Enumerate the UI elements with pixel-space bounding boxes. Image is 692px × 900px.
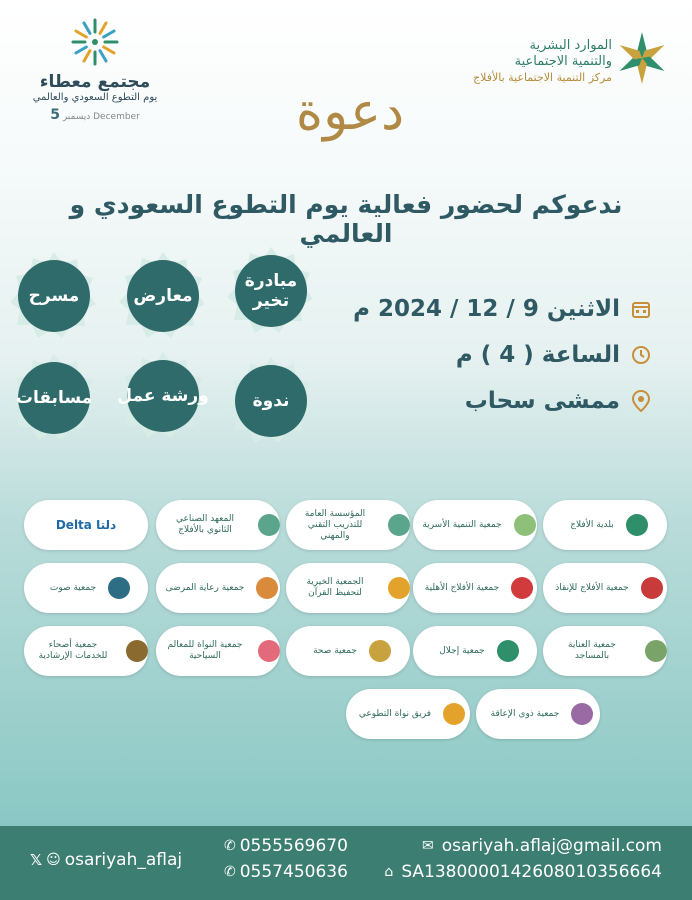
ministry-line3: مركز التنمية الاجتماعية بالأفلاج [473,71,612,84]
badge-competitions-label: مسابقات [15,388,93,408]
partner-name: المؤسسة العامة للتدريب التقني والمهني [304,508,366,541]
info-location [465,388,652,414]
partner-name: جمعية أصحاء للخدمات الإرشادية [38,640,108,661]
partner-logo [476,689,600,739]
partner-logo [346,689,470,739]
partner-logo [156,563,280,613]
location-pin-icon [630,390,652,412]
ministry-star-icon [614,28,670,90]
sunburst-icon [65,14,125,66]
partner-name: جمعية إجلال [439,645,485,656]
partner-logo [286,500,410,550]
partner-emblem-icon [645,640,667,662]
badge-exhibitions-label: معارض [133,286,193,306]
phone-icon: ✆ [224,838,236,854]
badge-theater-label: مسرح [28,286,80,306]
partner-name: جمعية العناية بالمساجد [568,640,616,661]
ministry-line1: الموارد البشرية [529,38,612,53]
partner-logo [413,500,537,550]
phone-icon: ✆ [224,864,236,880]
partner-logo [413,626,537,676]
partner-name: جمعية ذوي الإعاقة [490,708,560,719]
partner-emblem-icon [369,640,391,662]
footer-phone2-text[interactable]: 0557450636 [239,862,348,882]
partner-name: دلتا Delta [55,517,117,532]
partner-name: الجمعية الخيرية لتحفيظ القرآن [306,577,364,598]
partner-name: جمعية الأفلاج الأهلية [424,582,500,593]
badge-workshop-label: ورشة عمل [117,386,209,406]
event-logo-subtitle: يوم التطوع السعودي والعالمي [32,92,158,103]
info-date [353,296,652,322]
footer [0,826,692,900]
info-location-text: ممشى سحاب [464,388,620,414]
x-icon: 𝕏 [30,851,43,869]
info-time-text: الساعة ( 4 ) م [455,342,620,368]
partner-emblem-icon [258,640,280,662]
partner-logo [543,626,667,676]
footer-email-text[interactable]: osariyah.aflaj@gmail.com [441,836,662,856]
bank-icon: ⌂ [384,864,394,880]
partner-emblem-icon [511,577,533,599]
partner-name: فريق نواة التطوعي [358,708,432,719]
envelope-icon: ✉ [422,838,434,854]
partner-name: بلدية الأفلاج [570,519,614,530]
partner-name: جمعية صحة [313,645,357,656]
event-date-ar: ديسمبر [62,112,91,122]
partner-logo [286,563,410,613]
partner-emblem-icon [256,577,278,599]
badge-initiative [225,245,317,337]
footer-social-text[interactable]: osariyah_aflaj [64,850,183,870]
partner-emblem-icon [388,577,410,599]
badge-initiative-label: مبادرة تخير [244,271,298,311]
partner-emblem-icon [571,703,593,725]
footer-phone2[interactable] [224,862,348,882]
partner-logo [156,500,280,550]
partner-logo [286,626,410,676]
footer-social[interactable] [30,850,182,870]
partner-emblem-icon [641,577,663,599]
snapchat-icon: ☺ [46,852,61,868]
partner-emblem-icon [514,514,536,536]
partner-name: المعهد الصناعي الثانوي بالأفلاج [176,514,234,535]
partner-logo [24,500,148,550]
footer-phone1[interactable] [224,836,348,856]
footer-iban [384,862,662,882]
ministry-line2: والتنمية الاجتماعية [514,54,612,69]
partner-logo [156,626,280,676]
partner-emblem-icon [258,514,280,536]
calendar-icon [630,298,652,320]
partner-name: جمعية النواة للمعالم السياحية [167,640,243,661]
info-date-text: الاثنين 9 / 12 / 2024 م [353,296,620,322]
partner-emblem-icon [626,514,648,536]
partner-name: جمعية رعاية المرضى [165,582,245,593]
partner-logo [413,563,537,613]
invitation-heading: دعوة [295,82,405,142]
event-logo [30,14,160,124]
partner-emblem-icon [443,703,465,725]
partner-emblem-icon [497,640,519,662]
clock-icon [630,344,652,366]
event-date-en: December [93,112,140,122]
invitation-subheading: ندعوكم لحضور فعالية يوم التطوع السعودي و العالمي [69,190,623,248]
info-time [456,342,652,368]
event-logo-date [30,107,160,123]
badge-theater [8,250,100,342]
partner-name: جمعية التنمية الأسرية [422,519,502,530]
event-logo-title: مجتمع معطاء [39,72,151,92]
partner-logo [543,563,667,613]
partner-emblem-icon [388,514,410,536]
badge-seminar [225,355,317,447]
badge-seminar-label: ندوة [252,391,290,411]
partner-name: جمعية صوت [49,582,97,593]
partner-logo [24,626,148,676]
partner-emblem-icon [126,640,148,662]
badge-workshop [117,350,209,442]
badge-competitions [8,352,100,444]
event-date-num: 5 [50,107,60,123]
partner-logo [24,563,148,613]
footer-iban-text: SA1380000142608010356664 [401,862,662,882]
partner-name: جمعية الأفلاج للإنقاذ [555,582,629,593]
partner-logo [543,500,667,550]
footer-phone1-text[interactable]: 0555569670 [239,836,348,856]
footer-email[interactable] [422,836,662,856]
partner-emblem-icon [108,577,130,599]
badge-exhibitions [117,250,209,342]
